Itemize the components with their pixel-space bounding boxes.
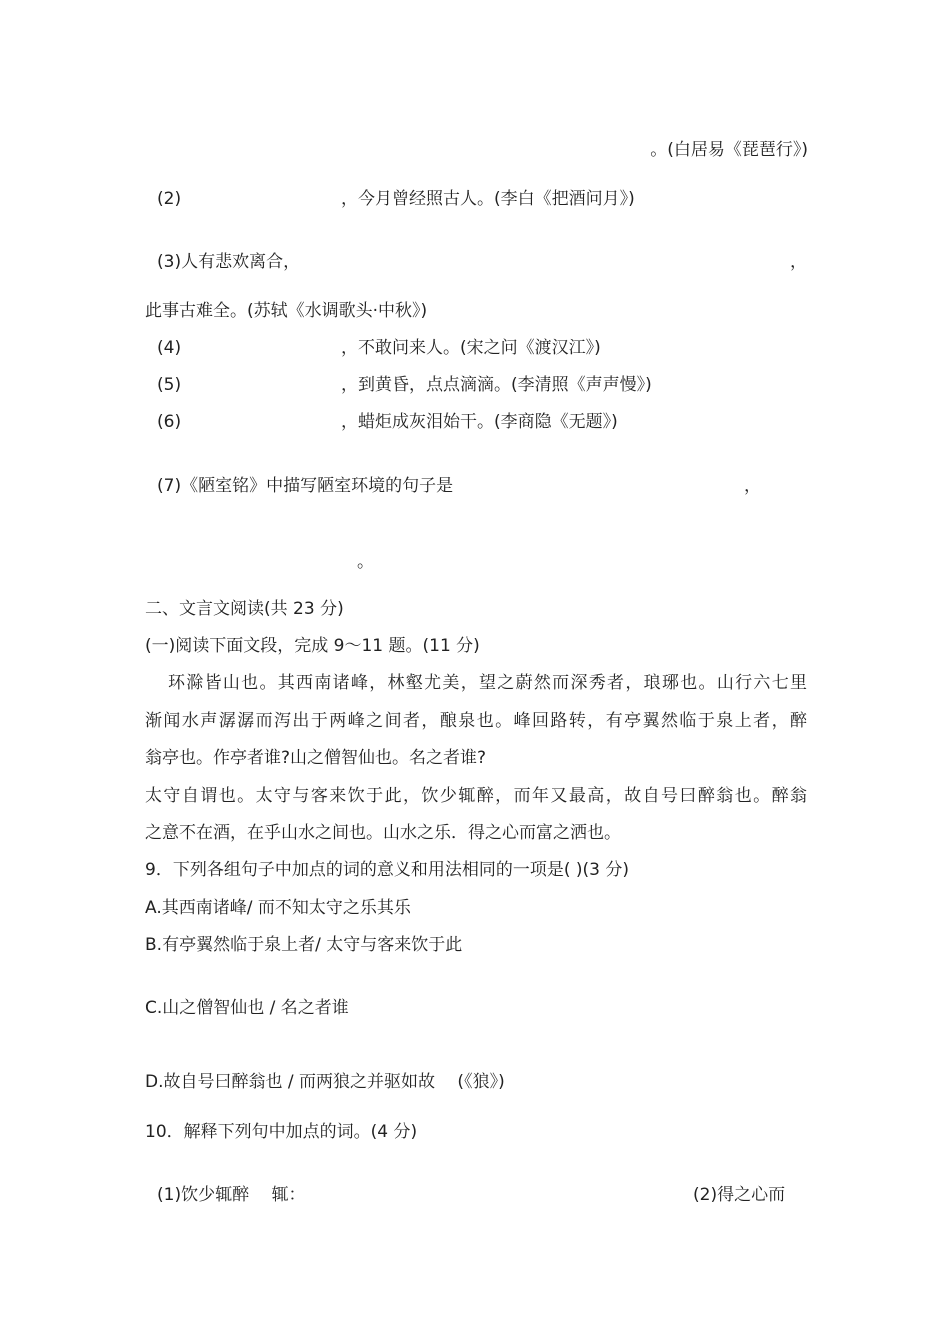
recite-q3-end: 此事古难全。(苏轼《水调歌头·中秋》) bbox=[145, 301, 428, 321]
recite-q7-comma: ， bbox=[744, 476, 761, 496]
passage-line-1: 环滁皆山也。其西南诸峰，林壑尤美，望之蔚然而深秀者，琅琊也。山行六七里 bbox=[168, 673, 807, 693]
passage-line-3: 翁亭也。作亭者谁?山之僧智仙也。名之者谁? bbox=[145, 748, 487, 768]
q9-option-a: A.其西南诸峰/ 而不知太守之乐其乐 bbox=[145, 898, 411, 918]
q9-option-c: C.山之僧智仙也 / 名之者谁 bbox=[145, 998, 349, 1018]
recite-line1-end: 。(白居易《琵琶行》) bbox=[650, 140, 808, 160]
passage-line-4: 太守自谓也。太守与客来饮于此，饮少辄醉，而年又最高，故自号曰醉翁也。醉翁 bbox=[145, 786, 807, 806]
recite-q4-number: (4) bbox=[157, 338, 182, 358]
recite-q2-number: (2) bbox=[157, 189, 182, 209]
recite-q3-start: (3)人有悲欢离合， bbox=[157, 252, 301, 272]
recite-q2-text: ，今月曾经照古人。(李白《把酒问月》) bbox=[341, 189, 635, 209]
passage-line-2: 渐闻水声潺潺而泻出于两峰之间者，酿泉也。峰回路转，有亭翼然临于泉上者，醉 bbox=[145, 711, 807, 731]
part-one-instruction: (一)阅读下面文段，完成 9～11 题。(11 分) bbox=[145, 636, 480, 656]
q10-item-1: (1)饮少辄醉 辄： bbox=[157, 1185, 306, 1205]
passage-line-5: 之意不在酒，在乎山水之间也。山水之乐．得之心而富之洒也。 bbox=[145, 823, 621, 843]
recite-q3-comma: ， bbox=[790, 252, 807, 272]
recite-q5-text: ，到黄昏，点点滴滴。(李清照《声声慢》) bbox=[341, 375, 652, 395]
q9-option-d: D.故自号曰醉翁也 / 而两狼之并驱如故 (《狼》) bbox=[145, 1072, 505, 1092]
recite-q4-text: ，不敢问来人。(宋之问《渡汉江》) bbox=[341, 338, 601, 358]
section-heading: 二、文言文阅读(共 23 分) bbox=[145, 599, 344, 619]
q10-item-2: (2)得之心而 bbox=[693, 1185, 786, 1205]
recite-q7-text: (7)《陋室铭》中描写陋室环境的句子是 bbox=[157, 476, 454, 496]
recite-q5-number: (5) bbox=[157, 375, 182, 395]
question-9: 9．下列各组句子中加点的词的意义和用法相同的一项是( )(3 分) bbox=[145, 860, 629, 880]
recite-q6-number: (6) bbox=[157, 412, 182, 432]
recite-q7-period: 。 bbox=[357, 552, 374, 572]
question-10: 10．解释下列句中加点的词。(4 分) bbox=[145, 1122, 418, 1142]
q9-option-b: B.有亭翼然临于泉上者/ 太守与客来饮于此 bbox=[145, 935, 463, 955]
recite-q6-text: ，蜡炬成灰泪始干。(李商隐《无题》) bbox=[341, 412, 618, 432]
